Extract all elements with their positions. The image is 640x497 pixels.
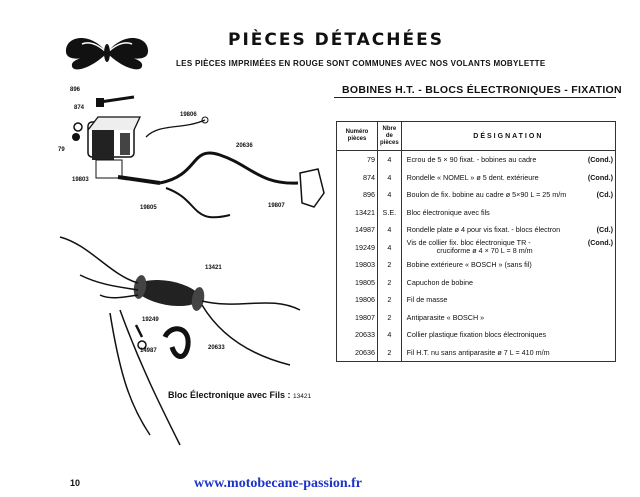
row-qty: 2 [378,291,402,309]
label-20633: 20633 [208,345,225,351]
row-qty: 2 [378,344,402,362]
row-qty: S.E. [378,204,402,222]
row-code: (Cd.) [596,190,613,200]
label-19249: 19249 [142,317,159,323]
row-designation-text: Fil de masse [406,295,448,305]
label-19803: 19803 [72,177,89,183]
row-ref: 14987 [337,221,378,239]
row-designation-text: Boulon de fix. bobine au cadre ø 5×90 L = 25 m/m [406,190,567,200]
label-896: 896 [70,87,81,93]
header-qty: Nbre de pièces [378,122,402,151]
row-designation-text: Vis de collier fix. bloc électronique TR - [406,238,531,248]
section-rule [334,97,616,98]
label-20636: 20636 [236,143,253,149]
table-row [337,151,616,169]
row-designation [401,291,615,309]
page-subtitle: LES PIÈCES IMPRIMÉES EN ROUGE SONT COMMUNES AVEC NOS VOLANTS MOBYLETTE [176,59,546,68]
caption-ref: 13421 [293,393,312,400]
electronic-block-drawing [60,237,300,445]
row-qty: 4 [378,151,402,169]
row-designation [401,344,615,362]
row-designation [401,239,615,257]
parts-table-body [337,151,616,362]
header-designation: DÉSIGNATION [401,122,615,151]
row-designation [401,169,615,187]
row-designation [401,256,615,274]
row-qty: 2 [378,274,402,292]
row-designation [401,274,615,292]
row-ref: 20636 [337,344,378,362]
row-ref: 13421 [337,204,378,222]
row-designation [401,221,615,239]
header-ref: Numéro pièces [337,122,378,151]
row-code: (Cond.) [587,155,613,165]
row-ref: 19803 [337,256,378,274]
table-row [337,326,616,344]
row-designation-text: Bobine extérieure « BOSCH » (sans fil) [406,260,532,270]
motobecane-logo [62,30,152,76]
label-14987: 14987 [140,348,157,354]
parts-illustration [0,75,330,470]
label-79: 79 [58,147,65,153]
row-designation-text: Collier plastique fixation blocs électroniques [406,330,547,340]
row-qty: 2 [378,309,402,327]
row-designation [401,309,615,327]
row-code: (Cd.) [596,225,613,235]
section-title: BOBINES H.T. - BLOCS ÉLECTRONIQUES - FIXATION [342,84,622,96]
table-header-row [337,122,616,151]
row-ref: 19249 [337,239,378,257]
page-number: 10 [70,478,81,488]
row-designation-text: Fil H.T. nu sans antiparasite ø 7 L = 410 m/m [406,347,550,357]
row-ref: 19805 [337,274,378,292]
row-designation-text: Rondelle « NOMEL » ø 5 dent. extérieure [406,172,539,182]
label-19805: 19805 [140,205,157,211]
row-qty: 4 [378,169,402,187]
row-qty: 4 [378,221,402,239]
page-title: PIÈCES DÉTACHÉES [228,30,444,50]
row-ref: 79 [337,151,378,169]
row-designation [401,151,615,169]
row-qty: 4 [378,326,402,344]
row-qty: 2 [378,256,402,274]
table-row [337,344,616,362]
table-row [337,169,616,187]
row-code: (Cond.) [587,238,613,248]
row-ref: 874 [337,169,378,187]
row-qty: 4 [378,239,402,257]
table-row [337,204,616,222]
row-designation [401,186,615,204]
label-19806: 19806 [180,112,197,118]
table-row [337,239,616,257]
ignition-coil-drawing [88,117,160,183]
illustration-caption: Bloc Électronique avec Fils : 13421 [168,390,312,400]
row-ref: 20633 [337,326,378,344]
label-874: 874 [74,105,85,111]
footer-url-link[interactable]: www.motobecane-passion.fr [194,476,362,491]
row-designation [401,204,615,222]
table-row [337,274,616,292]
table-row [337,221,616,239]
row-ref: 19807 [337,309,378,327]
row-ref: 19806 [337,291,378,309]
label-19807: 19807 [268,203,285,209]
row-designation-text-2: cruciforme ø 4 × 70 L = 8 m/m [436,246,533,256]
row-designation-text: Capuchon de bobine [406,277,474,287]
row-qty: 4 [378,186,402,204]
row-designation [401,326,615,344]
row-designation-text: Ecrou de 5 × 90 fixat. - bobines au cadre [406,155,537,165]
caption-text: Bloc Électronique avec Fils [168,390,286,400]
label-13421: 13421 [205,265,222,271]
row-code: (Cond.) [587,172,613,182]
row-ref: 896 [337,186,378,204]
table-row [337,186,616,204]
row-designation-text: Antiparasite « BOSCH » [406,312,485,322]
row-designation-text: Bloc électronique avec fils [406,207,490,217]
parts-table [336,121,616,362]
row-designation-text: Rondelle plate ø 4 pour vis fixat. - blocs électron [406,225,561,235]
table-row [337,291,616,309]
table-row [337,256,616,274]
bolt-896-drawing [96,97,134,107]
table-row [337,309,616,327]
